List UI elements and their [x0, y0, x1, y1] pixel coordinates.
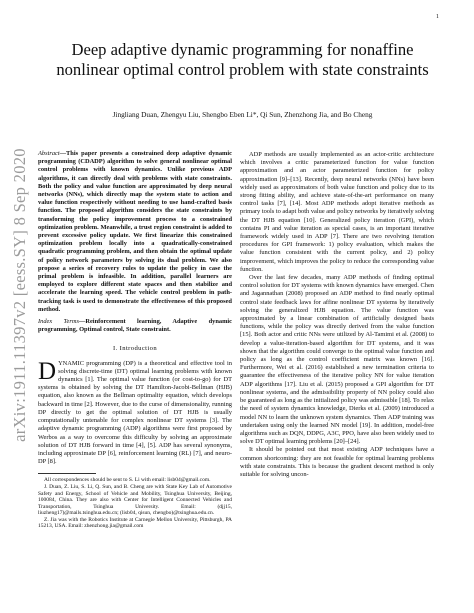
section-heading-introduction: I. Introduction [112, 345, 158, 353]
right-column [240, 151, 434, 479]
author-list: Jingliang Duan, Zhengyu Liu, Shengbo Eben Li*, Qi Sun, Zhenzhong Jia, and Bo Cheng [112, 110, 373, 119]
intro-paragraph [38, 357, 232, 467]
footnote-correspondence: All correspondences should be sent to S. Li with email: lisb04@gmail.com. [44, 477, 211, 484]
drop-cap: D [38, 357, 57, 385]
body-paragraph: ADP methods are usually implemented as an actor-critic architecture which involves a critic parameterized function for value function approximation and an actor parameterized function for policy approximation [9]–[13]. Recently, deep neural networks (NNs) have been widely used as approximators of both value function and policy due to its strong fitting ability, and achieve state-of-the-art performance on many control tasks [7], [14]. Most ADP methods adopt iterative methods as primary tools to adapt both value and policy networks by iteratively solving the DT HJB equation [10]. Generalized policy iteration (GPI), which contains PI and value iteration as special cases, is an important iterative framework widely used in ADP [7]. There are two revolving iteration procedures for GPI framework: 1) policy evaluation, which makes the value function consistent with the current policy, and 2) policy improvement, which improves the policy to reduce the corresponding value function. [240, 151, 434, 273]
body-paragraph: Over the last few decades, many ADP methods of finding optimal control solution for DT systems with known dynamics have emerged. Chen and Jagannathan (2008) proposed an ADP method to find nearly optimal control state feedback laws for affine nonlinear DT systems by iteratively solving the generalized HJB equation. The value function was approximated by a linear combination of artificially designed basis functions, while the policy was directly derived from the value function [15]. Both actor and critic NNs were utilized by Al-Tamimi et al. (2008) to develop a value-iteration-based algorithm for DT systems, and it was shown that the algorithm could converge to the optimal value function and policy as long as the control coefficient matrix was known [16]. Furthermore, Wei et al. (2016) established a new termination criteria to guarantee the effectiveness of the iterative policy NN for value iteration ADP algorithms [17]. Liu et al. (2015) proposed a GPI algorithm for DT nonlinear systems, and the admissibility property of NN policy could also be guaranteed as long as the initialized policy was admissible [18]. To relax the need of system dynamics knowledge, Dierks et al. (2009) introduced a model NN to learn the unknown system dynamics. Then ADP training was undertaken using only the learned NN model [19]. In addition, model-free algorithms such as DQN, DDPG, A3C, PPO, have also been widely used to solve DT optimal learning problems [20]–[24]. [240, 274, 434, 446]
index-terms-text: Reinforcement learning, Adaptive dynamic programming, Optimal control, State constraint. [38, 318, 233, 334]
footnote-jia: Z. Jia was with the Robotics Institute at Carnegie Mellon University, Pittsburgh, PA 15213, USA. Email: zhenzhong.jia@gmail.com [38, 516, 232, 530]
body-paragraph: It should be pointed out that most existing ADP techniques have a common shortcoming: they are not feasible for optimal learning problems with state constraints. This is because the gradient descent method is only suitable for solving uncon- [240, 446, 434, 478]
abstract: Abstract—This paper presents a constrained deep adaptive dynamic programming (CDADP) algorithm to solve general nonlinear optimal control problems with known dynamics. Unlike previous ADP algorithms, it can directly deal with problems with state constraints. Both the policy and value function are approximated by deep neural networks (NNs), which directly map the system state to action and value function respectively without needing to use hand-crafted basis function. The proposed algorithm considers the state constraints by transforming the policy improvement process to a constrained optimization problem. Meanwhile, a trust region constraint is added to prevent excessive policy update. We first linearize this constrained optimization problem locally into a quadratically-constrained quadratic programming problem, and then obtain the optimal update of policy network parameters by solving its dual problem. We also propose a series of recovery rules to update the policy in case the primal problem is infeasible. In addition, parallel learners are employed to explore different state spaces and then stabilize and accelerate the learning speed. The vehicle control problem in path-tracking task is used to demonstrate the effectiveness of this proposed method. [38, 150, 232, 313]
index-terms: Index Terms—Reinforcement learning, Adaptive dynamic programming, Optimal control, State constraint. [38, 318, 233, 334]
arxiv-stamp-text: arXiv:1911.11397v2 [eess.SY] 8 Sep 2020 [10, 148, 30, 442]
index-terms-label: Index Terms [38, 318, 79, 326]
page-number: 1 [436, 14, 439, 20]
left-column [38, 150, 232, 530]
abstract-label: Abstract [38, 150, 60, 157]
intro-text: YNAMIC programming (DP) is a theoretical and effective tool in solving discrete-time (DT) optimal learning problems with known dynamics [1]. The optimal value function (or cost-to-go) for DT systems is obtained by solving the DT Hamilton-Jacobi-Bellman (HJB) equation, also known as the Bellman optimality equation, which develops backward in time [2]. However, due to the curse of dimensionality, running DP directly to get the optimal solution of DT HJB is usually computationally untenable for complex nonlinear DT systems [3]. The adaptive dynamic programming (ADP) algorithms were first proposed by Werbos as a way to overcome this difficulty by solving an approximate solution of DT HJB forward in time [4], [5]. ADP has several synonyms, including approximate DP [6], reinforcement learning (RL) [7], and neuro-DP [8]. [38, 359, 232, 466]
footnote-affiliation: J. Duan, Z. Liu, S. Li, Q. Sun, and B. Cheng are with State Key Lab of Automotive Safety and Energy, School of Vehicle and Mobility, Tsinghua University, Beijing, 100084, China. They are also with Center for Intelligent Connected Vehicles and Transportation, Tsinghua University. Email: (djj15, liuzheng17)@mails.tsinghua.edu.cn; (lisb04, qisun, chengbo)@tsinghua.edu.cn. [38, 483, 232, 517]
paper-title: Deep adaptive dynamic programming for nonaffine nonlinear optimal control problem with state constraints [56, 40, 429, 79]
arxiv-stamp [7, 150, 33, 440]
abstract-text: This paper presents a constrained deep adaptive dynamic programming (CDADP) algorithm to solve general nonlinear optimal control problems with known dynamics. Unlike previous ADP algorithms, it can directly deal with problems with state constraints. Both the policy and value function are approximated by deep neural networks (NNs), which directly map the system state to action and value function respectively without needing to use hand-crafted basis function. The proposed algorithm considers the state constraints by transforming the policy improvement process to a constrained optimization problem. Meanwhile, a trust region constraint is added to prevent excessive policy update. We first linearize this constrained optimization problem locally into a quadratically-constrained quadratic programming problem, and then obtain the optimal update of policy network parameters by solving its dual problem. We also propose a series of recovery rules to update the policy in case the primal problem is infeasible. In addition, parallel learners are employed to explore different state spaces and then stabilize and accelerate the learning speed. The vehicle control problem in path-tracking task is used to demonstrate the effectiveness of this proposed method. [38, 150, 232, 313]
footnote-rule [38, 473, 96, 474]
